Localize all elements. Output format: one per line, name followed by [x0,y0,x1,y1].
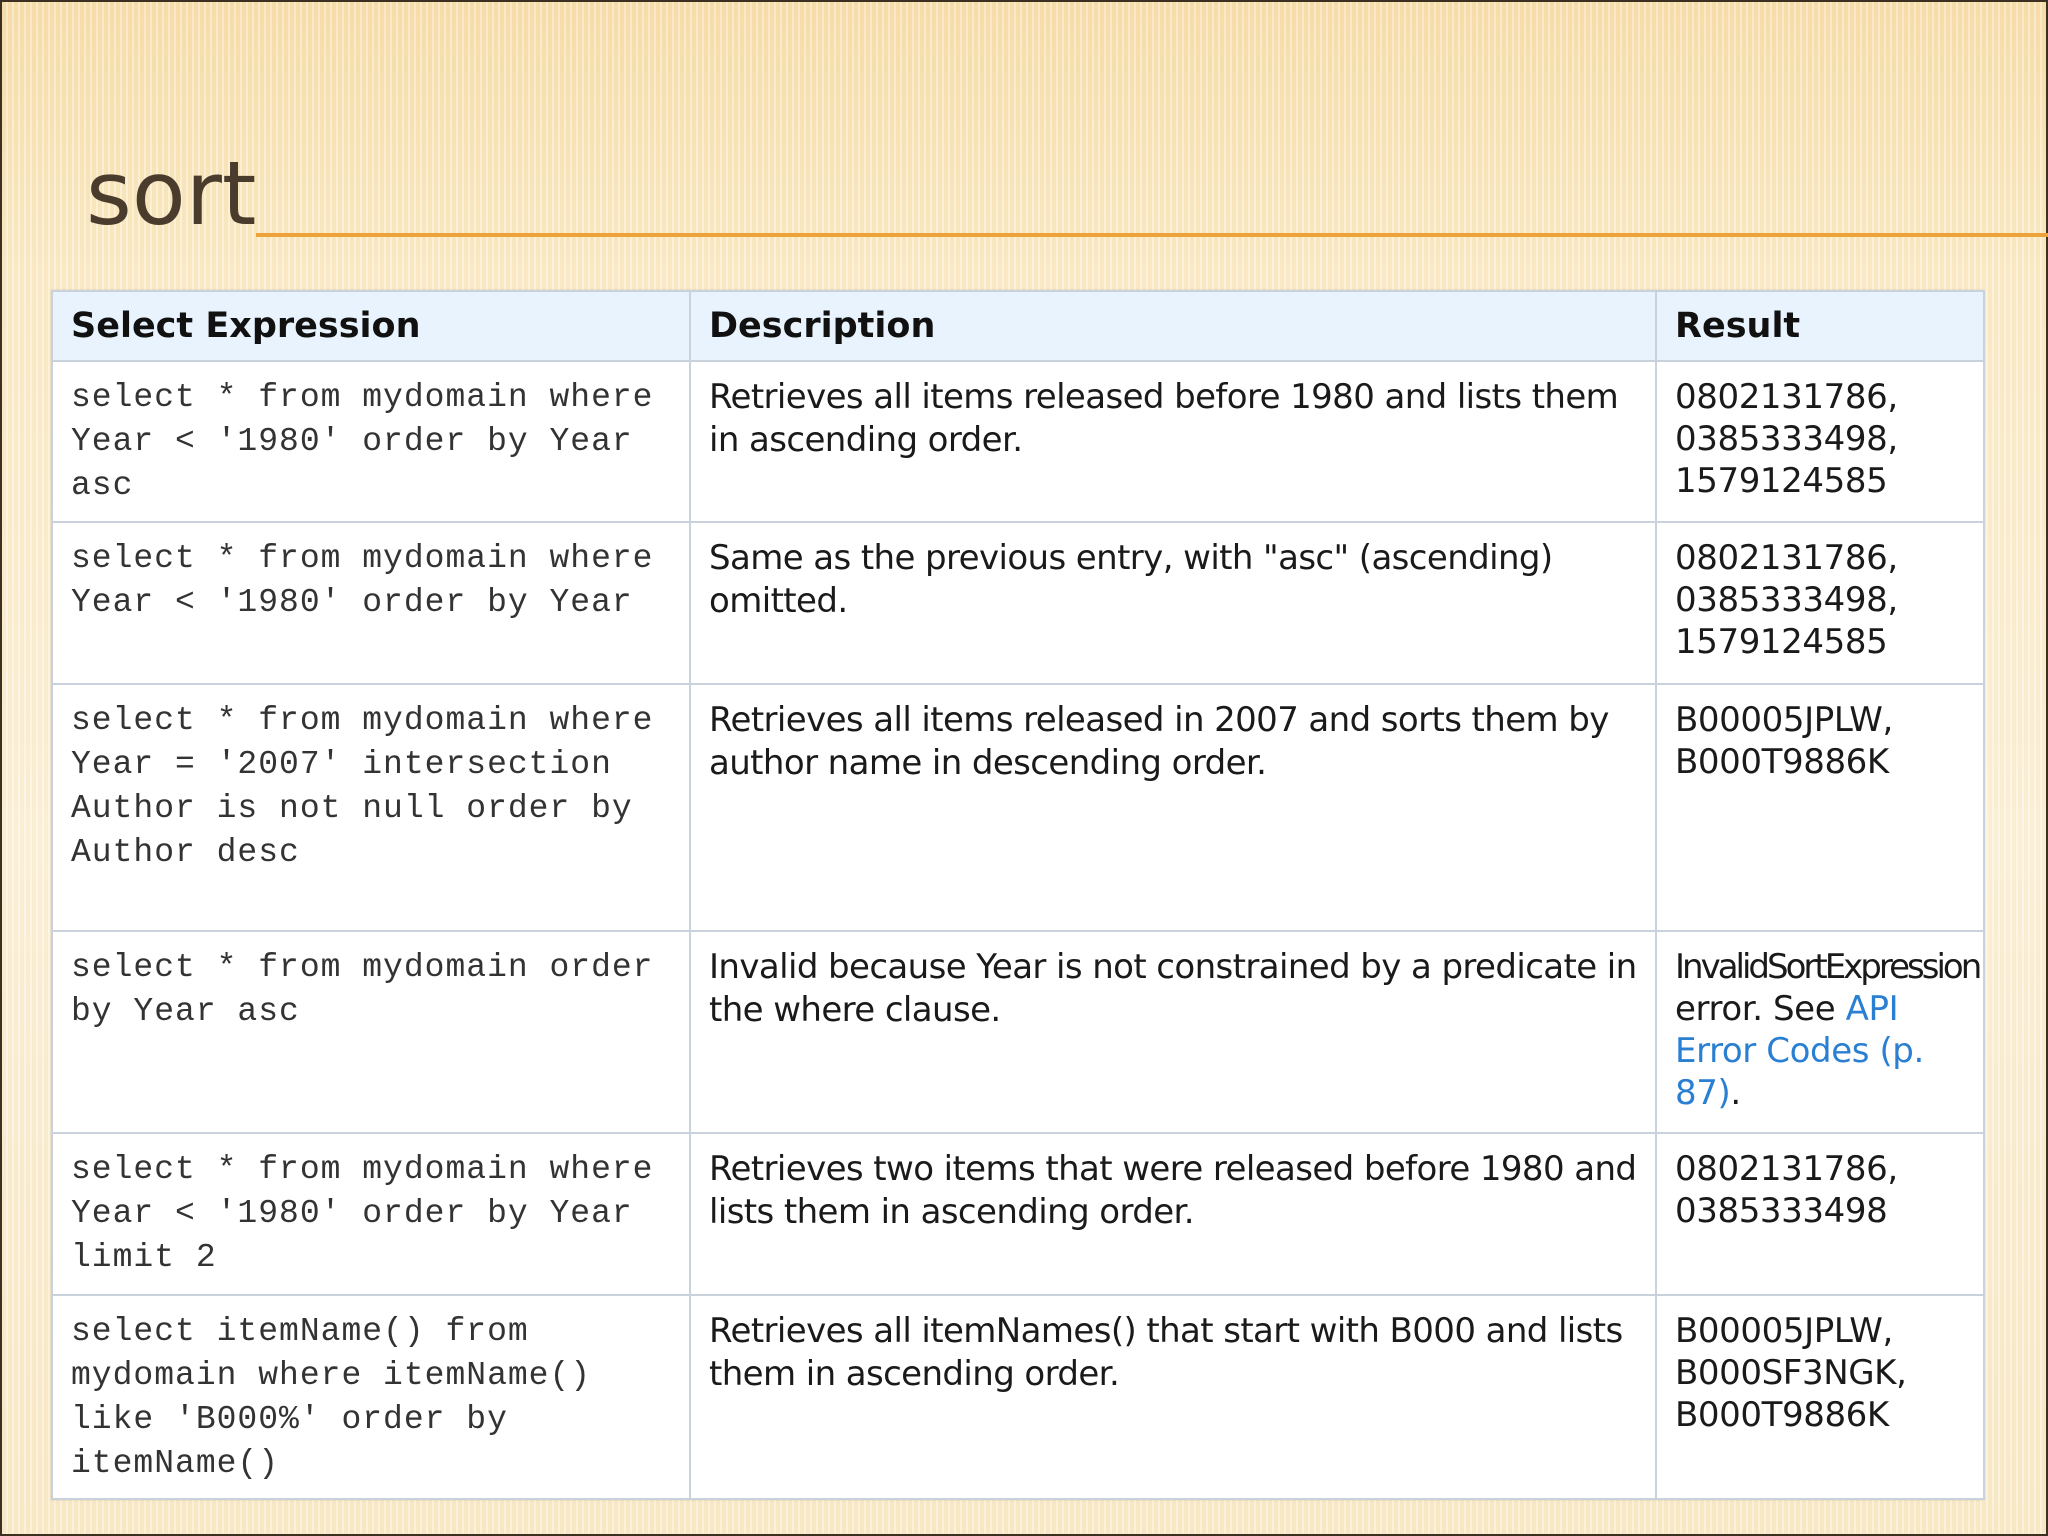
result-value: 0802131786, [1675,1149,1898,1189]
description-cell: Retrieves all items released in 2007 and sorts them by author name in descending order. [690,684,1656,931]
result-value: 0385333498 [1675,1191,1888,1231]
result-cell [1656,684,1984,931]
header-result: Result [1656,291,1984,361]
description-cell: Retrieves all itemNames() that start with B000 and lists them in ascending order. [690,1295,1656,1499]
header-description: Description [690,291,1656,361]
api-error-codes-link[interactable]: API Error Codes (p. 87) [1675,989,1924,1113]
result-cell [1656,1295,1984,1499]
description-cell: Same as the previous entry, with "asc" (ascending) omitted. [690,522,1656,684]
result-value: 0385333498, [1675,419,1898,459]
error-code: InvalidSortExpression [1675,947,1980,987]
result-value: 1579124585 [1675,461,1888,501]
select-expression-cell: select * from mydomain where Year < '1980' order by Year asc [52,361,690,522]
table-header-row [52,291,1984,361]
table-row [52,931,1984,1133]
result-value: B000SF3NGK, [1675,1353,1907,1393]
sort-examples-table-container [51,290,1983,1500]
result-value: B00005JPLW, [1675,700,1893,740]
error-trailing-period: . [1730,1073,1741,1113]
result-value: 0802131786, [1675,377,1898,417]
select-expression-cell: select * from mydomain where Year = '2007' intersection Author is not null order by Author desc [52,684,690,931]
table-row [52,1133,1984,1295]
error-see-text: error. See [1675,989,1846,1029]
description-cell: Invalid because Year is not constrained by a predicate in the where clause. [690,931,1656,1133]
title-underline-rule [256,233,2048,237]
select-expression-cell: select * from mydomain where Year < '1980' order by Year limit 2 [52,1133,690,1295]
header-select-expression: Select Expression [52,291,690,361]
table-row [52,361,1984,522]
description-cell: Retrieves all items released before 1980 and lists them in ascending order. [690,361,1656,522]
result-cell [1656,522,1984,684]
result-value: 0385333498, [1675,580,1898,620]
result-cell [1656,931,1984,1133]
result-value: B000T9886K [1675,742,1889,782]
select-expression-cell: select * from mydomain where Year < '1980' order by Year [52,522,690,684]
result-value: 1579124585 [1675,622,1888,662]
result-cell [1656,361,1984,522]
table-row [52,522,1984,684]
select-expression-cell: select itemName() from mydomain where itemName() like 'B000%' order by itemName() [52,1295,690,1499]
select-expression-cell: select * from mydomain order by Year asc [52,931,690,1133]
result-value: 0802131786, [1675,538,1898,578]
description-cell: Retrieves two items that were released before 1980 and lists them in ascending order. [690,1133,1656,1295]
table-row [52,684,1984,931]
slide-title: sort [86,142,257,245]
table-row [52,1295,1984,1499]
result-value: B000T9886K [1675,1395,1889,1435]
result-value: B00005JPLW, [1675,1311,1893,1351]
sort-examples-table [51,290,1985,1500]
result-cell [1656,1133,1984,1295]
